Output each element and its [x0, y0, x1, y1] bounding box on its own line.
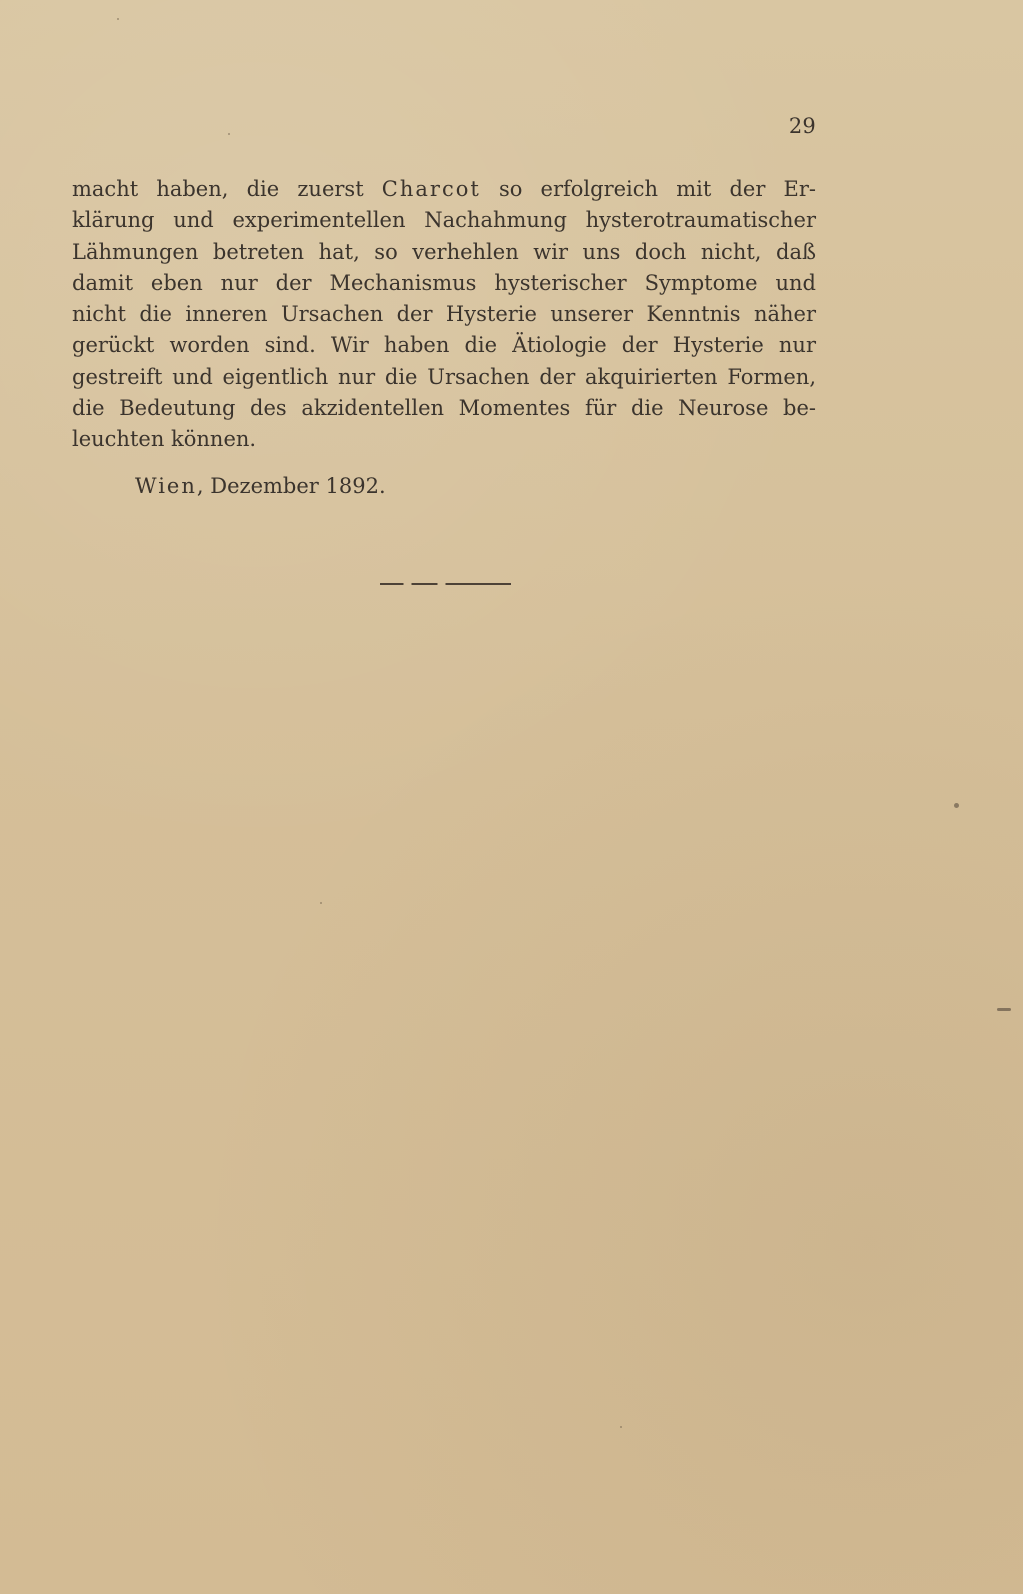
paper-speck: [320, 902, 322, 904]
paper-speck: [228, 133, 230, 135]
paragraph-line: damit eben nur der Mechanismus hysterischer Symptome und: [72, 270, 816, 295]
text-fragment: macht haben, die zuerst: [72, 177, 382, 201]
paragraph-line: gerückt worden sind. Wir haben die Ätiologie der Hysterie nur: [72, 333, 816, 358]
paragraph-line: [72, 174, 816, 205]
page-number: 29: [788, 114, 816, 138]
dateline-place: Wien: [135, 474, 197, 498]
paragraph-line: leuchten können.: [72, 427, 257, 452]
dateline-date: , Dezember 1892.: [196, 474, 386, 498]
emphasized-name: Charcot: [381, 177, 481, 201]
paragraph-line: Lähmungen betreten hat, so verhehlen wir uns doch nicht, daß: [72, 239, 816, 264]
paragraph-line: gestreift und eigentlich nur die Ursachen der akquirierten Formen,: [72, 364, 816, 389]
paragraph-line: nicht die inneren Ursachen der Hysterie unserer Kenntnis näher: [72, 302, 816, 327]
paper-speck: [117, 18, 119, 20]
paper-speck: [997, 1008, 1011, 1011]
paragraph-line: die Bedeutung des akzidentellen Momentes für die Neurose be-: [72, 396, 816, 421]
text-fragment: so erfolgreich mit der Er-: [480, 177, 816, 201]
paper-speck: [620, 1426, 622, 1428]
paper-speck: [954, 803, 959, 808]
paragraph-line: klärung und experimentellen Nachahmung hysterotraumatischer: [72, 208, 816, 233]
section-divider: [380, 583, 511, 585]
dateline: [135, 471, 386, 502]
body-paragraph: [72, 174, 816, 456]
